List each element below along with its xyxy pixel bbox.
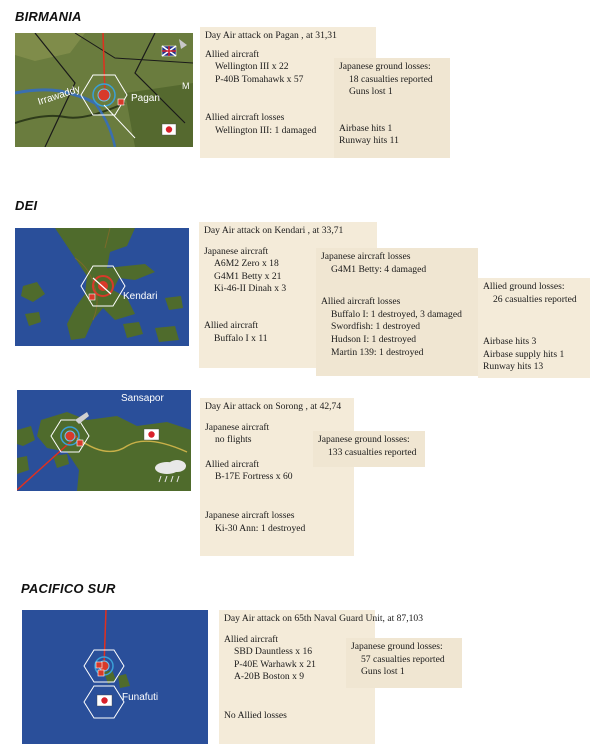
kendari-jp-losses-heading: Japanese aircraft losses xyxy=(321,251,411,262)
funafuti-allied-aircraft-item: A-20B Boston x 9 xyxy=(234,671,305,683)
sorong-report-title: Day Air attack on Sorong , at 42,74 xyxy=(205,401,342,412)
sorong-jp-aircraft-item: no flights xyxy=(215,434,252,446)
kendari-jp-aircraft-heading: Japanese aircraft xyxy=(204,245,269,257)
map-label-irrawaddy: Irrawaddy xyxy=(36,83,82,108)
kendari-hits-item: Airbase hits 3 xyxy=(483,336,537,348)
funafuti-jp-ground-item: 57 casualties reported xyxy=(361,653,445,665)
pagan-ground-panel xyxy=(334,58,450,158)
sorong-report-panel xyxy=(200,398,354,556)
funafuti-allied-losses-heading: No Allied losses xyxy=(224,709,287,721)
kendari-jp-aircraft-item: G4M1 Betty x 21 xyxy=(214,270,282,282)
section-title-birmania: BIRMANIA xyxy=(15,9,82,24)
pagan-jp-ground-heading: Japanese ground losses: xyxy=(339,61,431,72)
sorong-ground-panel xyxy=(313,431,425,467)
sorong-allied-aircraft-heading: Allied aircraft xyxy=(205,458,260,470)
funafuti-map[interactable] xyxy=(22,610,208,744)
pagan-map[interactable] xyxy=(15,33,193,147)
kendari-allied-losses-item: Swordfish: 1 destroyed xyxy=(331,321,420,333)
kendari-hits-item: Runway hits 13 xyxy=(483,361,544,373)
japan-flag-icon xyxy=(162,124,176,135)
pagan-allied-aircraft-heading: Allied aircraft xyxy=(205,48,260,60)
kendari-allied-aircraft-item: Buffalo I x 11 xyxy=(214,332,268,344)
funafuti-jp-ground-heading: Japanese ground losses: xyxy=(351,641,443,652)
funafuti-allied-aircraft-item: P-40E Warhawk x 21 xyxy=(234,658,316,670)
pagan-hits-item: Runway hits 11 xyxy=(339,135,399,147)
kendari-map[interactable] xyxy=(15,228,189,346)
kendari-allied-losses-item: Buffalo I: 1 destroyed, 3 damaged xyxy=(331,308,462,320)
funafuti-allied-aircraft-item: SBD Dauntless x 16 xyxy=(234,646,313,658)
kendari-jp-losses-item: G4M1 Betty: 4 damaged xyxy=(331,263,427,275)
section-title-dei: DEI xyxy=(15,198,38,213)
sorong-jp-losses-item: Ki-30 Ann: 1 destroyed xyxy=(215,522,306,534)
pagan-hits-item: Airbase hits 1 xyxy=(339,122,393,134)
kendari-hits-item: Airbase supply hits 1 xyxy=(483,348,565,360)
funafuti-report-title: Day Air attack on 65th Naval Guard Unit, at 87,103 xyxy=(224,613,424,624)
kendari-allied-ground-heading: Allied ground losses: xyxy=(483,281,565,292)
kendari-allied-losses-heading: Allied aircraft losses xyxy=(321,296,401,308)
pagan-allied-aircraft-item: P-40B Tomahawk x 57 xyxy=(215,73,304,85)
pagan-allied-losses-heading: Allied aircraft losses xyxy=(205,112,285,124)
map-label-kendari: Kendari xyxy=(123,291,158,302)
section-title-pacifico-sur: PACIFICO SUR xyxy=(21,581,116,596)
kendari-losses-panel xyxy=(316,248,478,376)
kendari-jp-aircraft-item: A6M2 Zero x 18 xyxy=(214,258,279,270)
funafuti-ground-panel xyxy=(346,638,462,688)
kendari-report-title: Day Air attack on Kendari , at 33,71 xyxy=(204,225,344,236)
sorong-jp-ground-heading: Japanese ground losses: xyxy=(318,434,410,445)
sorong-jp-losses-heading: Japanese aircraft losses xyxy=(205,509,295,521)
japan-flag-icon xyxy=(97,695,112,706)
map-label-sansapor: Sansapor xyxy=(121,393,164,404)
kendari-allied-losses-item: Martin 139: 1 destroyed xyxy=(331,346,424,358)
pagan-jp-ground-item: Guns lost 1 xyxy=(349,86,393,98)
kendari-allied-losses-item: Hudson I: 1 destroyed xyxy=(331,333,416,345)
kendari-ground-panel xyxy=(478,278,590,378)
map-label-pagan: Pagan xyxy=(131,93,160,104)
funafuti-jp-ground-item: Guns lost 1 xyxy=(361,666,405,678)
svg-text:M: M xyxy=(182,81,190,91)
japan-flag-icon xyxy=(144,429,159,440)
kendari-allied-ground-item: 26 casualties reported xyxy=(493,293,577,305)
pagan-allied-aircraft-item: Wellington III x 22 xyxy=(215,61,289,73)
sorong-allied-aircraft-item: B-17E Fortress x 60 xyxy=(215,471,293,483)
map-label-funafuti: Funafuti xyxy=(122,692,159,703)
pagan-jp-ground-item: 18 casualties reported xyxy=(349,73,433,85)
sorong-jp-aircraft-heading: Japanese aircraft xyxy=(205,421,270,433)
kendari-allied-aircraft-heading: Allied aircraft xyxy=(204,319,259,331)
uk-flag-icon xyxy=(162,46,176,56)
sorong-jp-ground-item: 133 casualties reported xyxy=(328,446,417,458)
kendari-jp-aircraft-item: Ki-46-II Dinah x 3 xyxy=(214,283,287,295)
sorong-map[interactable] xyxy=(17,390,191,491)
funafuti-allied-aircraft-heading: Allied aircraft xyxy=(224,633,279,645)
pagan-allied-losses-item: Wellington III: 1 damaged xyxy=(215,124,317,136)
pagan-report-title: Day Air attack on Pagan , at 31,31 xyxy=(205,30,337,41)
